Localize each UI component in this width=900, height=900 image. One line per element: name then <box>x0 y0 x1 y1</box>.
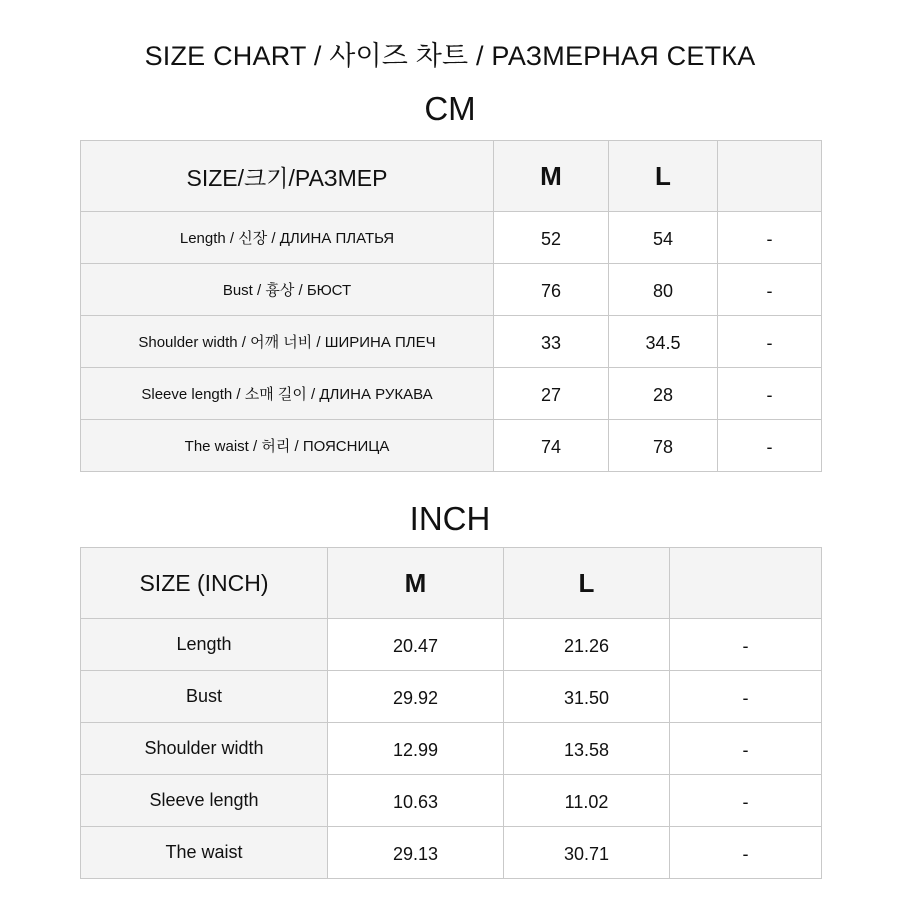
size-header-m: M <box>494 141 609 212</box>
table-row <box>81 264 822 316</box>
table-row <box>81 775 822 827</box>
value-cell-m: 33 <box>494 316 609 368</box>
value-cell-l: 54 <box>609 212 718 264</box>
inch-size-table <box>80 547 822 879</box>
value-cell-l: 80 <box>609 264 718 316</box>
size-header-label: SIZE/크기/РАЗМЕР <box>81 141 494 212</box>
value-cell-blank: - <box>670 775 822 827</box>
value-cell-blank: - <box>670 619 822 671</box>
inch-section-title: INCH <box>409 500 491 537</box>
table-row <box>81 619 822 671</box>
table-row <box>81 212 822 264</box>
value-cell-l: 13.58 <box>504 723 670 775</box>
value-cell-blank: - <box>670 723 822 775</box>
value-cell-m: 10.63 <box>328 775 504 827</box>
measurement-label: Length <box>81 619 328 671</box>
value-cell-l: 78 <box>609 420 718 472</box>
value-cell-m: 20.47 <box>328 619 504 671</box>
measurement-label: The waist / 허리 / ПОЯСНИЦА <box>81 420 494 472</box>
value-cell-l: 11.02 <box>504 775 670 827</box>
measurement-label: Length / 신장 / ДЛИНА ПЛАТЬЯ <box>81 212 494 264</box>
value-cell-m: 29.13 <box>328 827 504 879</box>
size-header-l: L <box>504 548 670 619</box>
table-row <box>81 316 822 368</box>
value-cell-l: 21.26 <box>504 619 670 671</box>
value-cell-l: 34.5 <box>609 316 718 368</box>
measurement-label: Sleeve length / 소매 길이 / ДЛИНА РУКАВА <box>81 368 494 420</box>
cm-size-table <box>80 140 822 472</box>
size-header-blank <box>718 141 822 212</box>
value-cell-blank: - <box>670 827 822 879</box>
size-header-l: L <box>609 141 718 212</box>
table-row <box>81 420 822 472</box>
size-header-label: SIZE (INCH) <box>81 548 328 619</box>
table-row <box>81 827 822 879</box>
value-cell-l: 31.50 <box>504 671 670 723</box>
value-cell-blank: - <box>718 316 822 368</box>
measurement-label: Shoulder width / 어깨 너비 / ШИРИНА ПЛЕЧ <box>81 316 494 368</box>
measurement-label: Sleeve length <box>81 775 328 827</box>
measurement-label: Shoulder width <box>81 723 328 775</box>
value-cell-l: 28 <box>609 368 718 420</box>
table-header-row <box>81 141 822 212</box>
measurement-label: Bust <box>81 671 328 723</box>
value-cell-m: 74 <box>494 420 609 472</box>
table-row <box>81 368 822 420</box>
value-cell-m: 52 <box>494 212 609 264</box>
size-header-m: M <box>328 548 504 619</box>
size-header-blank <box>670 548 822 619</box>
value-cell-blank: - <box>718 264 822 316</box>
value-cell-blank: - <box>718 420 822 472</box>
value-cell-m: 12.99 <box>328 723 504 775</box>
page-title: SIZE CHART / 사이즈 차트 / РАЗМЕРНАЯ СЕТКА <box>144 41 756 71</box>
value-cell-m: 76 <box>494 264 609 316</box>
measurement-label: The waist <box>81 827 328 879</box>
table-row <box>81 723 822 775</box>
cm-section-title: CM <box>424 90 476 127</box>
value-cell-l: 30.71 <box>504 827 670 879</box>
value-cell-blank: - <box>718 212 822 264</box>
measurement-label: Bust / 흉상 / БЮСТ <box>81 264 494 316</box>
value-cell-blank: - <box>670 671 822 723</box>
table-header-row <box>81 548 822 619</box>
value-cell-m: 27 <box>494 368 609 420</box>
value-cell-blank: - <box>718 368 822 420</box>
value-cell-m: 29.92 <box>328 671 504 723</box>
table-row <box>81 671 822 723</box>
